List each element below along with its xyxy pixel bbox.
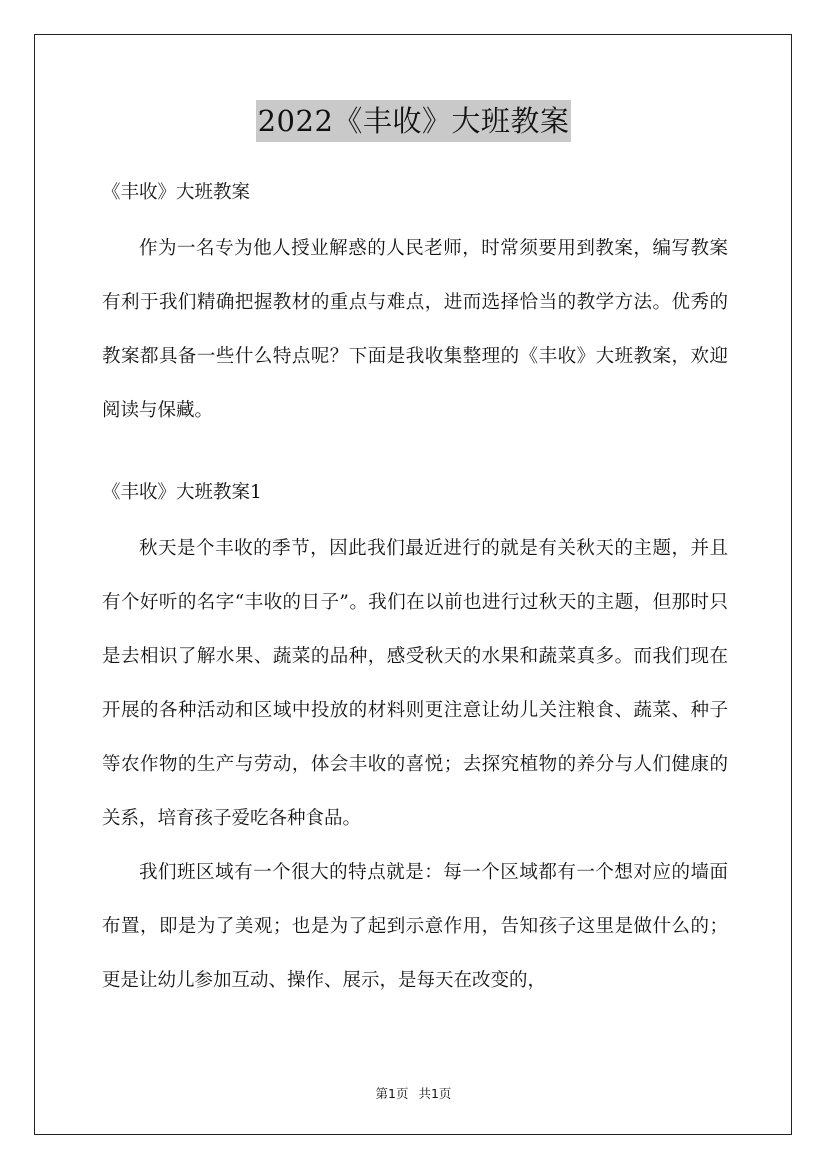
intro-paragraph: 作为一名专为他人授业解惑的人民老师，时常须要用到教案，编写教案有利于我们精确把握教材的重点与难点，进而选择恰当的教学方法。优秀的教案都具备一些什么特点呢？下面是我收集整理的《丰收》大班教案，欢迎阅读与保藏。	[102, 238, 728, 421]
section-paragraph: 我们班区域有一个很大的特点就是：每一个区域都有一个想对应的墙面布置，即是为了美观；也是为了起到示意作用，告知孩子这里是做什么的；更是让幼儿参加互动、操作、展示，是每天在改变的，	[102, 862, 728, 991]
section-paragraph: 秋天是个丰收的季节，因此我们最近进行的就是有关秋天的主题，并且有个好听的名字“丰收的日子”。我们在以前也进行过秋天的主题，但那时只是去相识了解水果、蔬菜的品种，感受秋天的水果和蔬菜真多。而我们现在开展的各种活动和区域中投放的材料则更注意让幼儿关注粮食、蔬菜、种子等农作物的生产与劳动，体会丰收的喜悦；去探究植物的养分与人们健康的关系，培育孩子爱吃各种食品。	[102, 538, 728, 829]
intro-heading: 《丰收》大班教案	[102, 182, 251, 203]
section-heading: 《丰收》大班教案1	[102, 482, 262, 503]
title-container	[0, 100, 827, 142]
page-footer: 第1页 共1页	[375, 1086, 452, 1101]
document-body	[102, 170, 728, 1008]
document-title: 2022《丰收》大班教案	[256, 100, 572, 142]
